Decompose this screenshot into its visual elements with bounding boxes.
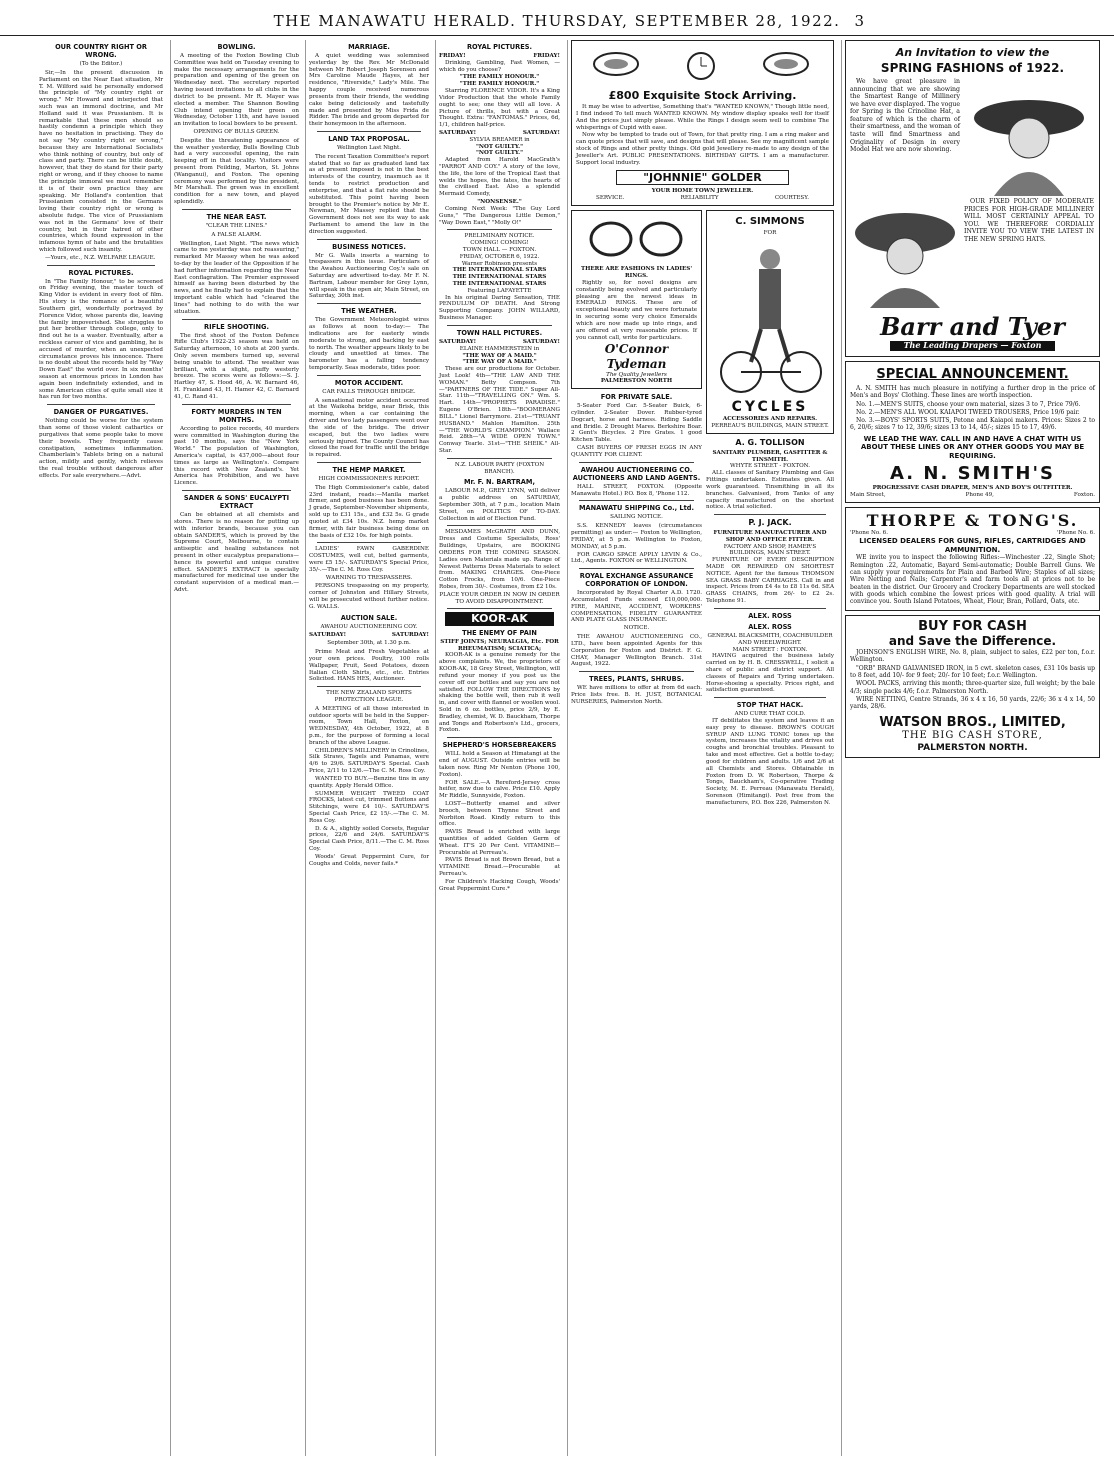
ad-headline: and Save the Difference. <box>888 634 1057 649</box>
ad-heading: SHEPHERD'S HORSEBREAKERS <box>442 741 557 750</box>
article-subheading: CAR FALLS THROUGH BRIDGE. <box>322 388 416 395</box>
slogan-word: RELIABILITY <box>680 194 719 201</box>
article-heading: MARRIAGE. <box>348 43 390 51</box>
classified-ad: WANTED TO BUY.—Benzine tins in any quantity. Apply Herald Office. <box>309 775 429 789</box>
ad-day-row <box>309 632 429 639</box>
ad-item: JOHNSON'S ENGLISH WIRE, No. 8, plain, subject to sales, £22 per ton, f.o.r. Wellington. <box>850 649 1095 664</box>
article-heading: THE HEMP MARKET. <box>332 465 406 474</box>
notice-line: PRELIMINARY NOTICE. <box>464 233 535 240</box>
ad-subheading: LICENSED DEALERS FOR GUNS, RIFLES, CARTRIDGES AND AMMUNITION. <box>859 537 1086 554</box>
col5-left <box>571 210 702 808</box>
day-label: SATURDAY! <box>522 338 560 345</box>
ad-headline: SPRING FASHIONS of 1922. <box>880 61 1065 76</box>
article-subheading: OPENING OF BULLS GREEN. <box>193 128 280 135</box>
ad-headline: A. G. TOLLISON <box>735 438 805 448</box>
col5-right <box>706 210 834 808</box>
article-heading: THE NEAR EAST. <box>206 212 267 221</box>
article-body: According to police records, 40 murders were committed in Washington during the past 10 months, says the "New York World." The population of Washington, America's capital, is 437,000—about four times as large as Wellington's. Compare this record with New Zealand's. Yet America has Prohibition, and we have Licence. <box>174 425 299 487</box>
ad-subheading: GENERAL BLACKSMITH, COACHBUILDER AND WHEELWRIGHT. <box>707 632 833 646</box>
ad-body: CASH BUYERS OF FRESH EGGS IN ANY QUANTITY FOR CLIENT. <box>571 445 702 458</box>
jewellery-illustration <box>576 44 826 84</box>
divider <box>317 239 421 240</box>
tydeman-logo: Tydeman <box>606 356 667 371</box>
ad-subheading: FOR <box>763 229 777 236</box>
oconnor-ad <box>571 210 702 390</box>
ad-heading: MANAWATU SHIPPING Co., Ltd. <box>578 504 695 513</box>
ad-headline: An Invitation to view the <box>895 46 1050 59</box>
classified-ad: PERSONS trespassing on my property, corner of Johnston and Hillary Streets, will be prosecuted without further notice. G. WALLS. <box>309 583 429 610</box>
classified-ad: Woods' Great Peppermint Cure, for Coughs and Colds, never fails.* <box>309 853 429 867</box>
ad-address: MAIN STREET : FOXTON. <box>732 646 808 653</box>
article-body: The first shoot of the Foxton Defence Rifle Club's 1922-23 season was held on Saturday afternoon, 10 shots at 200 yards. Only seven members turned up, several being unable to attend. The weather was brilliant, with a slight, puffy westerly breeze. The scores were as follows:—S. J. Hartley 47, S. Hood 46, A. W. Barnard 46, H. Frankland 43, H. Hamer 42, C. Barnard 41, C. Rand 41. <box>174 332 299 400</box>
article-body: Mr G. Walls inserts a warning to trespassers in this issue. Particulars of the Awahou Auctioneering Coy.'s sale on Saturday are advertised to-day. Mr F. N. Bartram, Labour member for Grey Lynn, will speak in the open air, Main Street, on Saturday, 30th inst. <box>309 252 429 300</box>
phone-label: 'Phone No. 6. <box>850 530 889 537</box>
day-label: SATURDAY! <box>522 129 560 136</box>
lady-hat-illustration-2 <box>850 198 960 308</box>
notice-line: FRIDAY, OCTOBER 6, 1922. <box>459 253 540 260</box>
ad-body: WE have millions to offer at from 6d each. Price lists free. B. H. JUST, BOTANICAL NURSERIES, Palmerston North. <box>571 685 702 705</box>
divider <box>447 325 552 326</box>
classified-ad: CHILDREN'S MILLINERY in Crinolines, Silk Straws, Tagels and Panamas, were 4/6 to 29/6. SATURDAY'S Special. Cash Price, 2/11 to 12/6.—The C. M. Ross Coy. <box>309 747 429 775</box>
ad-headline: BUY FOR CASH <box>918 618 1027 634</box>
film-star: SYLVIA BREAMER in <box>469 136 530 143</box>
divider <box>47 404 155 405</box>
ad-heading: ROYAL PICTURES. <box>466 43 532 51</box>
film-title: "NOT GUILTY." <box>475 143 524 150</box>
article-subheading: HIGH COMMISSIONER'S REPORT. <box>318 476 420 482</box>
ad-heading: ROYAL EXCHANGE ASSURANCE CORPORATION OF LONDON. <box>579 572 694 589</box>
ad-heading: WARNING TO TRESPASSERS. <box>325 574 413 581</box>
ad-heading: AUCTION SALE. <box>340 613 398 622</box>
film-title: "THE WAY OF A MAID." <box>462 352 537 359</box>
fashion-row-2 <box>850 198 1095 308</box>
divider <box>182 209 291 210</box>
ad-headline: £800 Exquisite Stock Arriving. <box>608 88 797 102</box>
divider <box>579 568 694 569</box>
ad-item: WIRE NETTING, Centre Strands, 36 x 4 x 16, 50 yards, 22/6; 36 x 4 x 14, 50 yards, 28/6. <box>850 695 1095 711</box>
day-label: FRIDAY! <box>439 53 466 60</box>
article-body: A sensational motor accident occurred at the Waikoha bridge, near Brisk, this morning, when a car containing the driver and two lady passengers went over the side of the bridge. The driver escaped, but the two ladies were seriously injured. The County Council has closed the road for traffic until the bridge is repaired. <box>309 397 429 459</box>
article-heading: BOWLING. <box>217 43 256 51</box>
divider <box>317 462 421 463</box>
ad-item: WOOL PACKS, arriving this month; three-quarter size, full weight; by the bale 4/3; single packs 4/6; f.o.r. Palmerston North. <box>850 680 1095 695</box>
ad-body: IT debilitates the system and leaves it an easy prey to disease. BROWN'S COUGH SYRUP AND LUNG TONIC tones up the system, increases the vitality and drives out coughs and bronchial troubles. Pleasant to take and most effective. Get a bottle to-day; good for children and adults. 1/6 and 2/6 at all Chemists and Stores. Obtainable in Foxton from D. W. Robertson, Thorpe & Tongs, Bauckham's, Co-operative Trading Society, M. E. Perreau (Manawatu Herald), Sorenson (Himitangi). Post free from the manufacturers, P.O. Box 226, Palmerston N. <box>706 718 834 806</box>
classified-ad: A MEETING of all those interested in outdoor sports will be held in the Supper-room, Town Hall, Foxton, on WEDNESDAY, 4th October, 1922, at 8 p.m., for the purpose of forming a local branch of the above League. <box>309 705 429 746</box>
ad-subheading: SANITARY PLUMBER, GASFITTER & TINSMITH. <box>712 449 828 463</box>
ad-headline: SPECIAL ANNOUNCEMENT. <box>876 367 1069 383</box>
ring-icon <box>576 214 696 264</box>
classified-ad: PAVIS Bread is not Brown Bread, but a VITAMINE Bread.—Procurable at Perreau's. <box>439 857 560 878</box>
barr-tyer-ad <box>845 40 1100 357</box>
article-heading: OUR COUNTRY RIGHT OR WRONG. <box>55 43 147 60</box>
article-body: Can be obtained at all chemists and stores. There is no reason for putting up with inferior brands, because you can obtain SANDER'S, which is proved by the Supreme Court, Melbourne, to contain antiseptic and healing substances not present in other eucalyptus preparations—hence its powerful and unique curative effect. SANDER'S EXTRACT is specially manufactured for medicinal use under the constant supervision of a medical man.—Advt. <box>174 512 299 594</box>
ad-body: We have great pleasure in announcing that we are showing the Smartest Range of Millinery we have ever displayed. The vogue for Spring is the Crinoline Hat, a feature of which is the charm of their smartness, and the woman of taste will find Smartness and Originality of Design in every Model Hat we are now showing. <box>850 78 960 154</box>
ad-subheading: STIFF JOINTS; NEURALGIA, Etc. FOR RHEUMATISM; SCIATICA; <box>440 638 559 652</box>
article-body: Nothing could be worse for the system than some of those violent cathartics or purgatives that some people take to move their bowels. They frequently cause constipation, sometimes inflammation. Chamberlain's Tablets bring on a natural action, mildly and gently, which relieves the real trouble without dangerous after effects. For sale everywhere.—Advt. <box>39 418 163 479</box>
ad-address: PALMERSTON NORTH. <box>917 742 1028 753</box>
ad-day-row <box>439 339 560 346</box>
ad-body: HALL STREET, FOXTON. (Opposite Manawatu Hotel.) P.O. Box 8, 'Phone 112. <box>571 483 702 497</box>
article-body: A quiet wedding was solemnised yesterday by the Rev. Mr McDonald between Mr Robert Joseph Sorensen and Mrs Caroline Maude Hayes, at her residence, "Riverside," Lady's Mile. The happy couple received numerous presents from their friends, the wedding cake being deliciously and tastefully made and presented by Miss Frida de Ridder. The bride and groom departed for their honeymoon in the afternoon. <box>309 53 429 128</box>
article-heading: BUSINESS NOTICES. <box>332 242 406 251</box>
address-part: Foxton. <box>1073 492 1095 499</box>
column-4 <box>435 40 563 1456</box>
ad-body: ALL classes of Sanitary Plumbing and Gas Fittings undertaken. Estimates given. All work guaranteed. Tinsmithing in all its branches. Galvanised, from Tanks of any capacity manufactured on the shortest notice. A trial solicited. <box>706 470 834 511</box>
ad-address: WHYTE STREET - FOXTON. <box>729 463 810 470</box>
ad-body: WILL hold a Season at Himatangi at the end of AUGUST. Outside entries will be taken now. Ring Mr Nenton (Phone 100, Foxton). <box>439 751 560 778</box>
classified-ad: LADIES' FAWN GABERDINE COSTUMES, well cut, belted garments, were £5 15/-. SATURDAY'S Special Price, 35/-.—The C. M. Ross Coy. <box>309 546 429 573</box>
ad-day-row <box>439 130 560 137</box>
divider <box>447 229 552 230</box>
ad-headline: THERE ARE FASHIONS IN LADIES' RINGS. <box>580 266 693 280</box>
day-label: SATURDAY! <box>309 632 347 639</box>
article-heading: THE WEATHER. <box>341 307 397 316</box>
lady-hat-illustration <box>964 78 1094 198</box>
film-title: "THE FAMILY HONOUR." <box>459 74 540 81</box>
divider <box>447 737 552 738</box>
thorpe-tongs-ad <box>845 507 1100 611</box>
ad-body: Coming Next Week: "The Guy Lord Guns," "The Dangerous Little Demon," "Way Down East," "Molly O!" <box>439 205 560 226</box>
ad-body: LABOUR M.P., GREY LYNN, will deliver a public address on SATURDAY, September 30th, at 7 p.m., location Main Street, on POLITICS OF TO-DAY. Collection in aid of Election Fund. <box>439 488 560 522</box>
golder-ad <box>571 40 834 206</box>
ad-body: HAVING acquired the business lately carried on by H. B. CRESSWELL, I solicit a share of public and district support. All classes of Repairs and Tyring undertaken. Horse-shoeing a specialty. Prices right, and satisfaction guaranteed. <box>706 653 834 694</box>
notice-headline: THE INTERNATIONAL STARS <box>452 274 547 281</box>
article-body: Wellington, Last Night. "The news which came to me yesterday was not reassuring," remarked Mr Massey when he was asked to-day by the leader of the Opposition if he had further information regarding the Near East conflagration. The Premier expressed himself as having been disturbed by the news, and he finally had to explain that the important cable which had "cleared the lines" had nothing to do with the war situation. <box>174 240 299 315</box>
ad-body: Incorporated by Royal Charter A.D. 1720. Accumulated Funds exceed £10,000,000. FIRE, MARINE, ACCIDENT, WORKERS' COMPENSATION, FIDELITY GUARANTEE AND PLATE GLASS INSURANCE. <box>571 590 702 624</box>
notice-line: Featuring LAFAYETTE <box>467 287 532 294</box>
col5-split <box>571 210 834 808</box>
masthead <box>0 10 1114 36</box>
article-subheading: "CLEAR THE LINES." <box>205 222 268 229</box>
divider <box>317 542 421 543</box>
notice-line: Warner Robinson presents <box>461 260 538 267</box>
ad-body: Rightly so, for novel designs are constantly being evolved and particularly pleasing are the newest ideas in EMERALD RINGS. These are of exceptional beauty and we were fortunate in securing some very choice Emeralds which are now made up into rings, and are offered at very reasonable prices. If you cannot call, write for particulars. <box>576 280 697 341</box>
classified-ad: MESDAMES McGRATH AND DUNN, Dress and Costume Specialists, Ross' Buildings, Upstairs, are BOOKING ORDERS FOR THE COMING SEASON. Ladies own Materials made up. Range of Newest Patterns Dress Materials to select from. MAKING CHARGES. One-Piece Cotton Frocks, from 10/6. One-Piece Robes, from 30/-. Costumes, from £2 10s. <box>439 529 560 590</box>
barr-tyer-logo: Barr and Tyer <box>880 312 1065 342</box>
ad-heading: Mr. F. N. BARTRAM, <box>464 478 535 487</box>
film-title: "NONSENSE." <box>477 199 522 206</box>
classified-ad: D. & A., slightly soiled Corsets, Regular prices, 22/6 and 24/6. SATURDAY'S Special Cash Price, 8/11.—The C. M. Ross Coy. <box>309 825 429 853</box>
classified-ad: FOR SALE.—A Rereford-Jersey cross heifer, now due to calve. Price £10. Apply Mr Riddle, Sunnyside, Foxton. <box>439 779 560 800</box>
classified-ad: Prime Meat and Fresh Vegetables at your own prices. Poultry, 100 rolls Wallpaper, Fruit, Seed Potatoes, dozen Italian Cloth Shirts, etc., etc. Entries Solicited. HANS HES, Auctioneer. <box>309 649 429 683</box>
ad-subheading: YOUR HOME TOWN JEWELLER. <box>651 187 754 194</box>
film-star: ELAINE HAMMERSTEIN in <box>459 345 540 352</box>
masthead-title: THE MANAWATU HERALD. THURSDAY, SEPTEMBER 28, 1922. <box>273 12 841 30</box>
watson-bros-ad <box>845 615 1100 758</box>
article-heading: ROYAL PICTURES. <box>68 268 134 277</box>
column-6 <box>841 40 1103 1456</box>
koorak-logo: KOOR-AK <box>445 612 554 625</box>
column-2 <box>170 40 302 1456</box>
ad-heading: ALEX. ROSS <box>748 622 792 631</box>
ad-item: No. 2.—MEN'S ALL WOOL KAIAPOI TWEED TROUSERS, Price 19/6 pair. <box>856 408 1080 416</box>
ad-subheading: PROGRESSIVE CASH DRAPER, MEN'S AND BOY'S OUTFITTER. <box>872 485 1073 492</box>
notice-line: N.Z. LABOUR PARTY (FOXTON BRANCH). <box>454 461 545 475</box>
ad-heading: THE ENEMY OF PAIN <box>462 628 537 637</box>
divider <box>714 697 826 698</box>
ad-location: PALMERSTON NORTH <box>600 378 673 385</box>
fashion-row <box>850 78 1095 198</box>
column-3 <box>305 40 432 1456</box>
ad-headline: A. N. SMITH'S <box>890 463 1055 485</box>
divider <box>579 671 694 672</box>
column-5 <box>567 40 837 1456</box>
cyclist-illustration <box>711 237 829 397</box>
ad-body: Adapted from Harold MacGrath's "PARROT AND COY." A story of the love, the life, the lore of the Tropical East that welds the hopes, the fates, the hearts of the civilised East. Also a splendid Mermaid Comedy, <box>439 157 560 198</box>
article-body: Despite the threatening appearance of the weather yesterday, Bulls Bowling Club had a very successful opening, the rain keeping off in that locality. Visitors were present from Feilding, Marton, St. Johns (Wanganui), and Foxton. The opening ceremony was performed by the president, Mr Marshall. The green was in excellent condition for a new town, and played splendidly. <box>174 137 299 206</box>
ad-body: FURNITURE OF EVERY DESCRIPTION MADE OR REPAIRED ON SHORTEST NOTICE. Agent for the famous THOMSON SEA GRASS BABY CARRIAGES. Call in and inspect. Prices from £4 4s to £8 11s 6d. SEA GRASS CHAINS, from 26/- to £2 2s. Telephone 91. <box>706 557 834 605</box>
ad-headline: C. SIMMONS <box>735 215 805 227</box>
ad-headline: WATSON BROS., LIMITED, <box>879 714 1066 730</box>
divider <box>317 375 421 376</box>
ad-address: FACTORY AND SHOP, HAMER'S BUILDINGS, MAIN STREET. <box>723 543 817 557</box>
ad-subheading: AWAHOU AUCTIONEERING COY. <box>320 623 418 630</box>
ad-subheading: NOTICE. <box>623 625 650 632</box>
ad-subheading: FURNITURE MANUFACTURER AND SHOP AND OFFICE FITTER. <box>713 529 827 543</box>
article-body: A meeting of the Foxton Bowling Club Committee was held on Tuesday evening to make the necessary arrangements for the preparation and opening of the green on Wednesday next. The secretary reported having issued invitations to all clubs in the district to be present. Mr R. Mayer was elected a member. The Shannon Bowling Club intend opening their green on Wednesday, October 11th, and have issued an invitation to local bowlers to be present. <box>174 53 299 128</box>
ad-body: Now why be tempted to trade out of Town, for that pretty ring. I am a ring maker and can quote prices that will save, and designs that will please. See my magnificent sample stock of Rings and other pretty things. Old gold Jewellery re-made to any design of the Jeweller's Art. PUBLIC PRESENTATIONS. BIRTHDAY GIFTS. I am a manufacturer. Support local industry. <box>576 132 829 166</box>
ad-headline: P. J. JACK. <box>748 518 792 528</box>
ad-item: No. 1.—MEN'S SUITS, choose your own material, sizes 3 to 7, Price 79/6. <box>856 400 1081 408</box>
ad-heading: STOP THAT HACK. <box>736 701 804 710</box>
page-number: 3 <box>854 12 864 30</box>
article-body: The recent Taxation Committee's report stated that so far as graduated land tax as at present imposed is not in the best interests of the country, inasmuch as it tends to restrict production and enterprise, and that a flat rate should be substituted. This point having been brought to the Premier's notice by Mr E. Newman, Mr Massey replied that the Government does not see its way to ask Parliament to amend the law in the direction suggested. <box>309 153 429 235</box>
ad-body: KOOR-AK is a genuine remedy for the above complaints. We, the proprietors of KOOR-AK, 18 Grey Street, Wellington, will refund your money if you post us the cover off our bottles and say you are not satisfied. FOLLOW THE DIRECTIONS by shaking the bottle well, then rub it well in, and cover with flannel or woollen wool. Sold in 6 oz. bottles, price 2/9, by E. Bradley, chemist, W. D. Bauckham, Thorpe and Tongs and Robertson's Ltd., grocers, Foxton. <box>439 652 560 734</box>
day-label: SATURDAY! <box>439 129 477 136</box>
divider <box>714 608 826 609</box>
ad-subheading: AND CURE THAT COLD. <box>734 711 806 718</box>
divider <box>182 404 291 405</box>
notice-line: COMING! COMING! <box>470 240 529 247</box>
notice-headline: THE INTERNATIONAL STARS <box>452 267 547 274</box>
ad-heading: ALEX. ROSS <box>748 611 792 620</box>
article-body: The High Commissioner's cable, dated 23rd instant, reads:—Manila market firmer, and good business has been done. J grade, September-November shipments, sold up to £31 15s., and £32 5s. G grade quoted at £34 10s. N.Z. hemp market firmer, with fair business being done on the basis of £32 10s. for high points. <box>309 484 429 539</box>
address-part: Phone 49, <box>965 492 994 499</box>
oconnor-logo: O'Connor <box>604 342 669 357</box>
classified-ad: SUMMER WEIGHT TWEED COAT FROCKS, latest cut, trimmed Buttons and Stitchings, were £4 10/-. SATURDAY'S Special Cash Price, £2 15/-.—The C. M. Ross Coy. <box>309 790 429 824</box>
ad-day-row <box>439 53 560 60</box>
divider <box>579 462 694 463</box>
divider <box>447 458 552 459</box>
article-signature: —Yours, etc., N.Z. WELFARE LEAGUE. <box>45 254 156 261</box>
classified-ad: LOST—Butterfly enamel and silver brooch, between Thynne Street and Norbiton Road. Kindly return to this office. <box>439 800 560 828</box>
ad-subheading: THE BIG CASH STORE, <box>902 730 1043 742</box>
ad-verse: It may be wise to advertise, Something that's "WANTED KNOWN," Though little need, I find indeed To tell much WANTED KNOWN. My window display speaks well for itself And the prices just simply please. While the Rings I design seem well to combine The whisperings of Cupid with ease. <box>576 104 829 131</box>
ad-body: In his original Daring Sensation, THE PENDULUM OF DEATH. And Strong Supporting Company. JOHN WILLARD, Business Manager. <box>439 294 560 322</box>
ad-callout: WE LEAD THE WAY. CALL IN AND HAVE A CHAT WITH US ABOUT THESE LINES OR ANY OTHER GOODS YOU MAY BE REQUIRING. <box>860 434 1085 460</box>
ad-body: Starring FLORENCE VIDOR. It's a King Vidor Production that the whole Family ought to see; one they will all love. A Picture of thrills, but with a Great Thought. Extra: "FANTOMAS." Prices, 6d, 1/1, children half-price. <box>439 88 560 129</box>
address-part: Main Street, <box>850 492 886 499</box>
divider <box>447 608 552 609</box>
day-label: FRIDAY! <box>533 53 560 60</box>
ad-heading: THE NEW ZEALAND SPORTS PROTECTION LEAGUE. <box>326 690 412 703</box>
slogan-word: SERVICE. <box>596 194 625 201</box>
golder-slogan-row <box>576 195 829 202</box>
phone-label: 'Phone No. 6. <box>1056 530 1095 537</box>
article-subheading: (To the Editor.) <box>79 61 123 68</box>
ad-body: THE AWAHOU AUCTIONEERING CO., LTD., have been appointed Agents for this Corporation for Foxton and District. F. G. CHAY, Manager Wellington Branch. 31st August, 1922. <box>571 634 702 668</box>
ad-item: No. 3.—BOYS' SPORTS SUITS, Petone and Kaiapoi makers. Prices: Sizes 2 to 6, 20/6; sizes 7 to 12, 39/6; sizes 13 to 14, 45/-; sizes 15 to 17, 49/6. <box>850 417 1095 432</box>
ad-body: FOR CARGO SPACE APPLY LEVIN & Co., Ltd., Agents. FOXTON or WELLINGTON. <box>571 551 702 565</box>
article-heading: LAND TAX PROPOSAL. <box>328 134 410 143</box>
ad-heading: TOWN HALL PICTURES. <box>456 328 543 337</box>
article-subheading: Wellington Last Night. <box>337 145 401 151</box>
notice-line: TOWN HALL — FOXTON. <box>462 246 537 253</box>
logo-tagline: The Quality Jewellers <box>606 371 667 378</box>
article-body: In "The Family Honour," to be screened on Friday evening, the master touch of King Vidor is evident in every foot of film. His story is the romance of a beautiful Southern girl, wonderfully portrayed by Florence Vidor, whose parents die, leaving the family impoverished. She struggles to put her brother through college, only to find out he is a waster. Eventually, after a reckless career of vice and gambling, he is accused of murder, when an unexpected circumstance proves his innocence. There is no doubt about the records held by "Way Down East" the world over. In six months' season at enormous prices in London has again been indefinitely extended, and in some American cities of quite small size it has run for two months. <box>39 278 163 401</box>
phone-row <box>850 530 1095 537</box>
article-heading: FORTY MURDERS IN TEN MONTHS. <box>191 407 282 424</box>
simmons-ad <box>706 210 834 435</box>
cycles-word: CYCLES <box>731 399 809 416</box>
film-title: "THE WAY OF A MAID." <box>462 359 537 366</box>
day-label: SATURDAY! <box>439 338 477 345</box>
logo-tagline: The Leading Drapers — Foxton <box>890 341 1055 351</box>
notice-headline: THE INTERNATIONAL STARS <box>452 281 547 288</box>
ad-body: Drinking, Gambling, Fast Women, —which do you choose? <box>439 59 560 73</box>
article-body: Sir,—In the present discussion in Parliament on the Near East situation, Mr T. M. Wilford said he personally endorsed the principle of "My country right or wrong." Mr Howard and interjected that such was an immoral doctrine, and Mr Holland said it was Prussianism. It is remarkable that these men should so hastily condemn a principle which they have no hesitation in practising. They do not say "My country right or wrong," because they are International Socialists who think nothing of country, but only of class and party. There can be little doubt, however, that they do stand for their party right or wrong, and if they choose to name the principle immoral we must remember it is of their own practice they are speaking. Mr Holland's contention that Prussianism consisted in the Germans loving their country right or wrong is absolute fudge. The vice of Prussianism was not in the Germans' love of their country, but in their hatred of other countries, which found expression in the infamous hymn of hate and the brutalities which followed such insanity. <box>39 69 163 253</box>
divider <box>182 490 291 491</box>
ad-address: PERREAU'S BUILDINGS, MAIN STREET. <box>711 423 829 430</box>
ad-subheading: SAILING NOTICE. <box>610 514 663 521</box>
special-announcement-ad <box>845 361 1100 503</box>
ad-body: WE invite you to inspect the following Rifles:—Winchester .22, Single Shot; Remington .22, Automatic, Bayard Semi-automatic; Double Barrell Guns. We can supply your requirements for Plain and Barbed Wire; Staples of all sizes; Wire Netting and Nails; Carpenter's and farm tools all at prices not to be beaten in the district. Our Grocery and Crockery Departments are well stocked with goods which combine the lowest prices with good quality. A trial will convince you. South Island Potatoes, Wheat, Flour, Bran, Pollard, Oats, etc. <box>850 554 1095 606</box>
article-body: The Government Meteorologist wires as follows at noon to-day:— The indications are for easterly winds moderate to strong, and backing by east to north. The weather appears likely to be cloudy and unsettled at times. The barometer has a falling tendency temporarily. Seas moderate, tides poor. <box>309 317 429 371</box>
divider <box>317 131 421 132</box>
ad-heading: FOR PRIVATE SALE. <box>600 393 673 402</box>
ad-body: These are our productions for October. Just Look! 4th—"THE LAW AND THE WOMAN." Betty Compson. 7th—"PARTNERS OF THE TIDE." Super All-Star. 11th—"TRAVELLING ON." Wm. S. Hart. 14th—"PROPHETS PARADISE." Eugene O'Brien. 18th—"BOOMERANG BILL." Lionel Barrymore. 21st—"TRUANT HUSBAND." Mahlon Hamilton. 25th—"THE WORLD'S CHAMPION." Wallace Reid. 28th—"A WIDE OPEN TOWN." Conway Tearle. 31st—"THE SHEIK." All-Star. <box>439 366 560 454</box>
divider <box>317 686 421 687</box>
article-heading: DANGER OF PURGATIVES. <box>53 408 149 417</box>
article-heading: MOTOR ACCIDENT. <box>334 378 404 387</box>
divider <box>317 303 421 304</box>
film-title: "NOT GUILTY." <box>475 150 524 157</box>
divider <box>714 514 826 515</box>
divider <box>447 525 552 526</box>
ad-heading: AWAHOU AUCTIONEERING CO. AUCTIONEERS AND LAND AGENTS. <box>572 465 701 482</box>
classified-ad: PAVIS Bread is enriched with large quantities of added Golden Germ of Wheat. IT'S 20 Per Cent. VITAMINE—Procurable at Perreau's. <box>439 829 560 856</box>
article-subheading: A FALSE ALARM. <box>211 231 262 238</box>
ad-body: 5-Seater Ford Car. 5-Seater Buick, 6-cylinder. 2-Seater Dover. Rubber-tyred Dogcart, horse and harness. Riding Saddle and Bridle. 2 Drought Mares. Berkshire Boar. 2 Gent's Bicycles. 2 Fire Grates. 1 good Kitchen Table. <box>571 403 702 444</box>
ad-date: September 30th, at 1.30 p.m. <box>327 640 411 647</box>
divider <box>182 319 291 320</box>
classified-ad: PLACE YOUR ORDER IN NOW IN ORDER TO AVOID DISAPPOINTMENT. <box>439 591 560 605</box>
article-heading: SANDER & SONS' EUCALYPTI EXTRACT <box>183 494 290 511</box>
ad-subheading: ACCESSORIES AND REPAIRS. <box>722 416 818 423</box>
ad-headline: THORPE & TONG'S. <box>866 510 1079 530</box>
ad-body: A. N. SMITH has much pleasure in notifying a further drop in the price of Men's and Boys' Clothing. These lines are worth inspection. <box>850 384 1095 400</box>
article-heading: RIFLE SHOOTING. <box>204 322 269 331</box>
divider <box>47 265 155 266</box>
ad-heading: TREES, PLANTS, SHRUBS. <box>589 675 684 684</box>
ad-address-row <box>850 492 1095 499</box>
classified-ad: For Children's Hacking Cough, Woods' Great Peppermint Cure.* <box>439 878 560 892</box>
ad-body: OUR FIXED POLICY OF MODERATE PRICES FOR HIGH-GRADE MILLINERY WILL MOST CERTAINLY APPEAL TO YOU. WE THEREFORE CORDIALLY INVITE YOU TO VIEW THE LATEST IN THE NEW SPRING HATS. <box>964 198 1094 243</box>
divider <box>579 500 694 501</box>
column-1 <box>36 40 166 1456</box>
film-title: "THE FAMILY HONOUR." <box>459 81 540 88</box>
slogan-word: COURTESY. <box>774 194 809 201</box>
ad-body: S.S. KENNEDY leaves (circumstances permitting) as under:— Foxton to Wellington, FRIDAY, at 5 p.m. Wellington to Foxton, MONDAY, at 5 p.m. <box>571 523 702 550</box>
ad-item: "ORB" BRAND GALVANISED IRON, in 5 cwt. skeleton cases, £31 10s basis up to 8 feet, add 10/- for 9 feet; 20/- for 10 feet; f.o.r. Wellington. <box>850 664 1095 679</box>
golder-name: "JOHNNIE" GOLDER <box>616 170 789 185</box>
day-label: SATURDAY! <box>391 632 429 639</box>
